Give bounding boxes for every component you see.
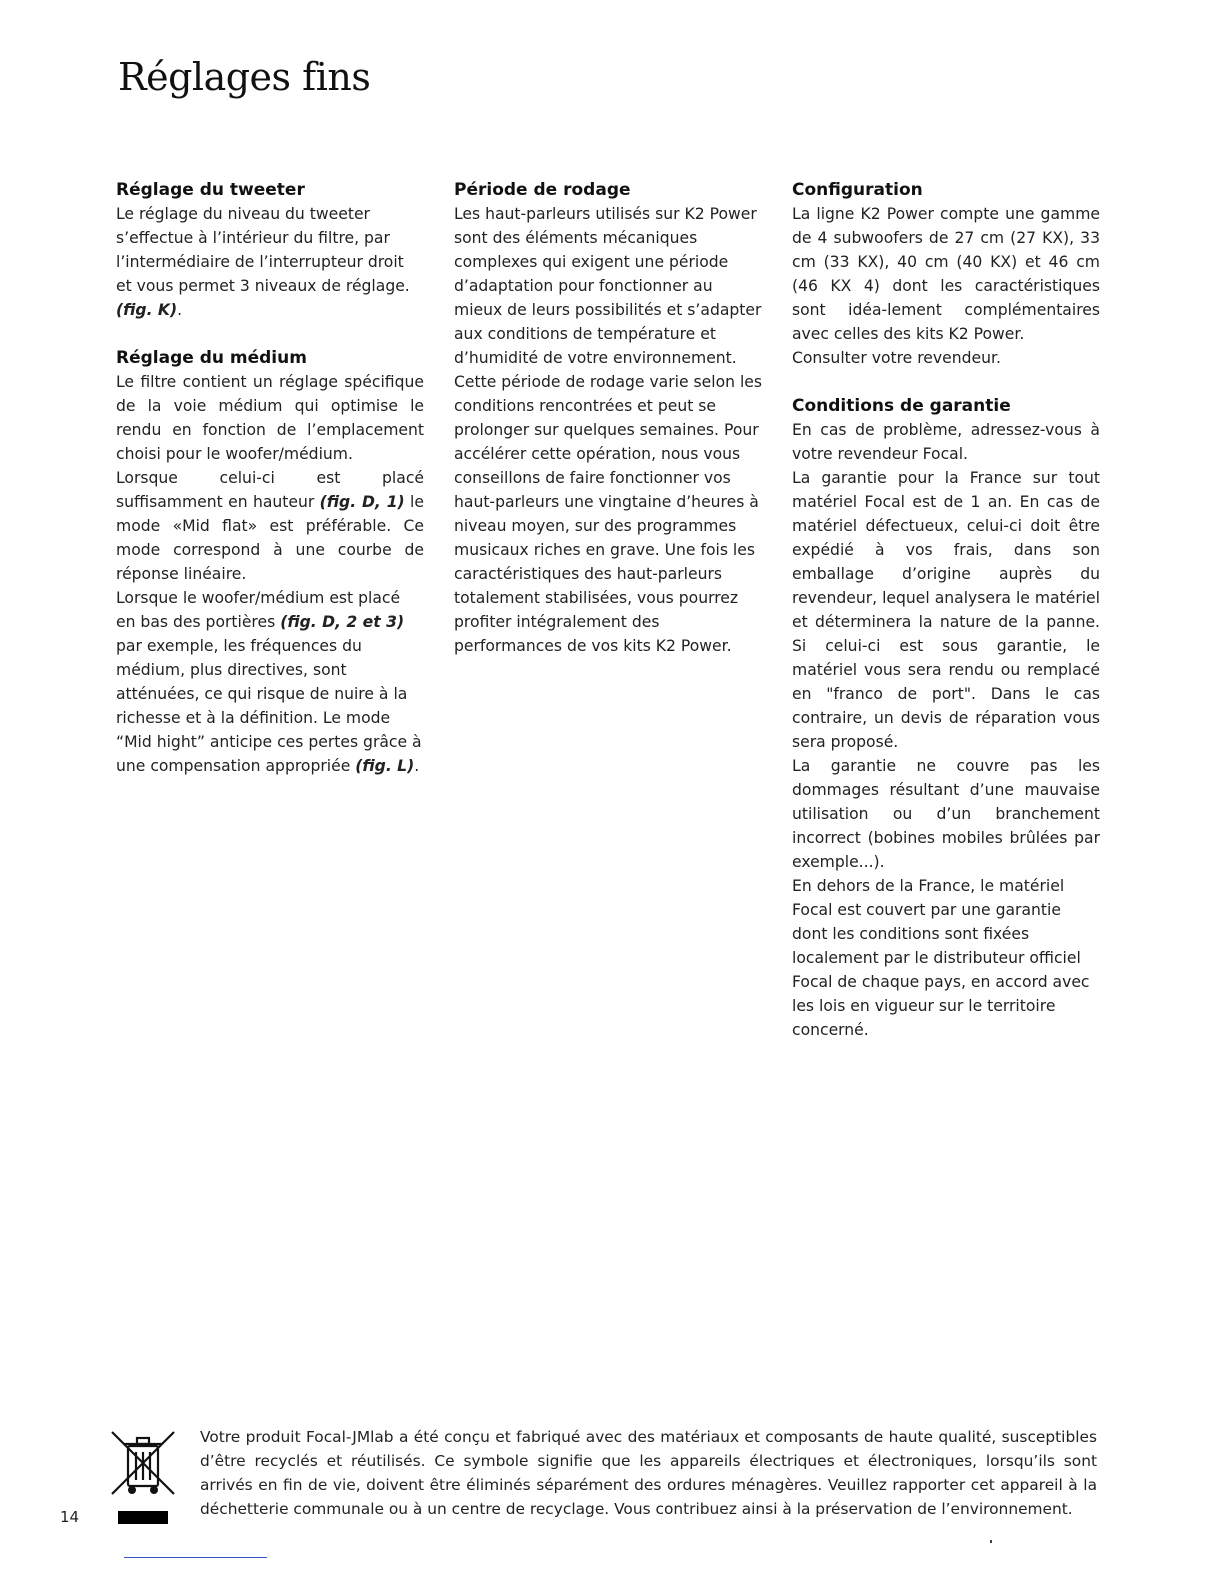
paragraph xyxy=(116,466,424,586)
section xyxy=(116,346,424,778)
footer-recycling-notice: Votre produit Focal-JMlab a été conçu et fabriqué avec des matériaux et composants de haute qualité, susceptibles d’être recyclés et réutilisés. Ce symbole signifie que les appareils électriques et électroniques, lorsqu’ils sont arrivés en fin de vie, doivent être éliminés séparément des ordures ménagères. Veuillez rapporter cet appareil à la déchetterie communale ou à un centre de recyclage. Vous contribuez ainsi à la préservation de l’environnement. xyxy=(200,1428,1097,1519)
text-run: La ligne K2 Power compte une gamme de 4 subwoofers de 27 cm (27 KX), 33 cm (33 KX), 40 cm (40 KX) et 46 cm (46 KX 4) dont les caractéristiques sont idéa-lement complémentaires avec celles des kits K2 Power. xyxy=(792,205,1100,343)
text-run: La garantie pour la France sur tout matériel Focal est de 1 an. En cas de matériel défectueux, celui-ci doit être expédié à vos frais, dans son emballage d’origine auprès du revendeur, lequel analysera le matériel et déterminera la nature de la panne. Si celui-ci est sous garantie, le matériel vous sera rendu ou remplacé en "franco de port". Dans le cas contraire, un devis de réparation vous sera proposé. xyxy=(792,469,1100,751)
page-number: 14 xyxy=(60,1508,80,1526)
section xyxy=(792,178,1100,370)
text-run: Lorsque le woofer/médium est placé en bas des portières xyxy=(116,589,401,631)
section xyxy=(116,178,424,322)
text-run: Les haut-parleurs utilisés sur K2 Power sont des éléments mécaniques complexes qui exigent une période d’adaptation pour fonctionner au mieux de leurs possibilités et s’adapter aux conditions de température et d’humidité de votre environnement. Cette période de rodage varie selon les conditions rencontrées et peut se prolonger sur quelques semaines. Pour accélérer cette opération, nous vous conseillons de faire fonctionner vos haut-parleurs une vingtaine d’heures à niveau moyen, sur des programmes musicaux riches en grave. Une fois les caractéristiques des haut-parleurs totalement stabilisées, vous pourrez profiter intégralement des performances de vos kits K2 Power. xyxy=(454,205,763,655)
paragraph xyxy=(792,466,1100,754)
paragraph xyxy=(792,418,1100,466)
text-run: . xyxy=(414,757,420,775)
figure-reference: (fig. L) xyxy=(355,757,415,775)
paragraph xyxy=(116,370,424,466)
bottom-rule xyxy=(124,1557,267,1558)
text-run: Lorsque celui-ci est placé suffisamment en hauteur xyxy=(116,469,424,511)
figure-reference: (fig. D, 2 et 3) xyxy=(280,613,405,631)
text-run: La garantie ne couvre pas les dommages résultant d’une mauvaise utilisation ou d’un branchement incorrect (bobines mobiles brûlées par exemple...). xyxy=(792,757,1100,871)
text-run: En cas de problème, adressez-vous à votre revendeur Focal. xyxy=(792,421,1100,463)
text-run: Consulter votre revendeur. xyxy=(792,349,1001,367)
text-run: le mode «Mid flat» est préférable. Ce mode correspond à une courbe de réponse linéaire. xyxy=(116,493,424,583)
section-heading: Réglage du tweeter xyxy=(116,180,305,200)
text-run: par exemple, les fréquences du médium, plus directives, sont atténuées, ce qui risque de nuire à la richesse et à la définition. Le mode “Mid hight” anticipe ces pertes grâce à une compensation appropriée xyxy=(116,637,422,775)
text-run: Le réglage du niveau du tweeter s’effectue à l’intérieur du filtre, par l’intermédiaire de l’interrupteur droit et vous permet 3 niveaux de réglage. xyxy=(116,205,410,295)
paragraph xyxy=(792,202,1100,346)
text-run: Le filtre contient un réglage spécifique de la voie médium qui optimise le rendu en fonction de l’emplacement choisi pour le woofer/médium. xyxy=(116,373,424,463)
section-heading: Configuration xyxy=(792,180,923,200)
section-heading: Période de rodage xyxy=(454,180,631,200)
column-1 xyxy=(116,178,424,802)
paragraph xyxy=(454,202,762,658)
section xyxy=(792,394,1100,1042)
crossed-out-bin-icon xyxy=(108,1428,178,1498)
paragraph xyxy=(792,874,1100,1042)
paragraph xyxy=(792,346,1100,370)
paragraph xyxy=(116,586,424,778)
section xyxy=(454,178,762,658)
page-title: Réglages fins xyxy=(118,55,371,100)
paragraph xyxy=(792,754,1100,874)
text-run: . xyxy=(177,301,183,319)
figure-reference: (fig. K) xyxy=(116,301,178,319)
column-3 xyxy=(792,178,1100,1066)
section-heading: Conditions de garantie xyxy=(792,396,1011,416)
stray-mark xyxy=(990,1540,992,1543)
figure-reference: (fig. D, 1) xyxy=(319,493,405,511)
separate-collection-bar xyxy=(118,1511,168,1524)
column-2 xyxy=(454,178,762,682)
section-heading: Réglage du médium xyxy=(116,348,307,368)
text-run: En dehors de la France, le matériel Focal est couvert par une garantie dont les conditions sont fixées localement par le distributeur officiel Focal de chaque pays, en accord avec les lois en vigueur sur le territoire concerné. xyxy=(792,877,1090,1039)
paragraph xyxy=(116,202,424,322)
